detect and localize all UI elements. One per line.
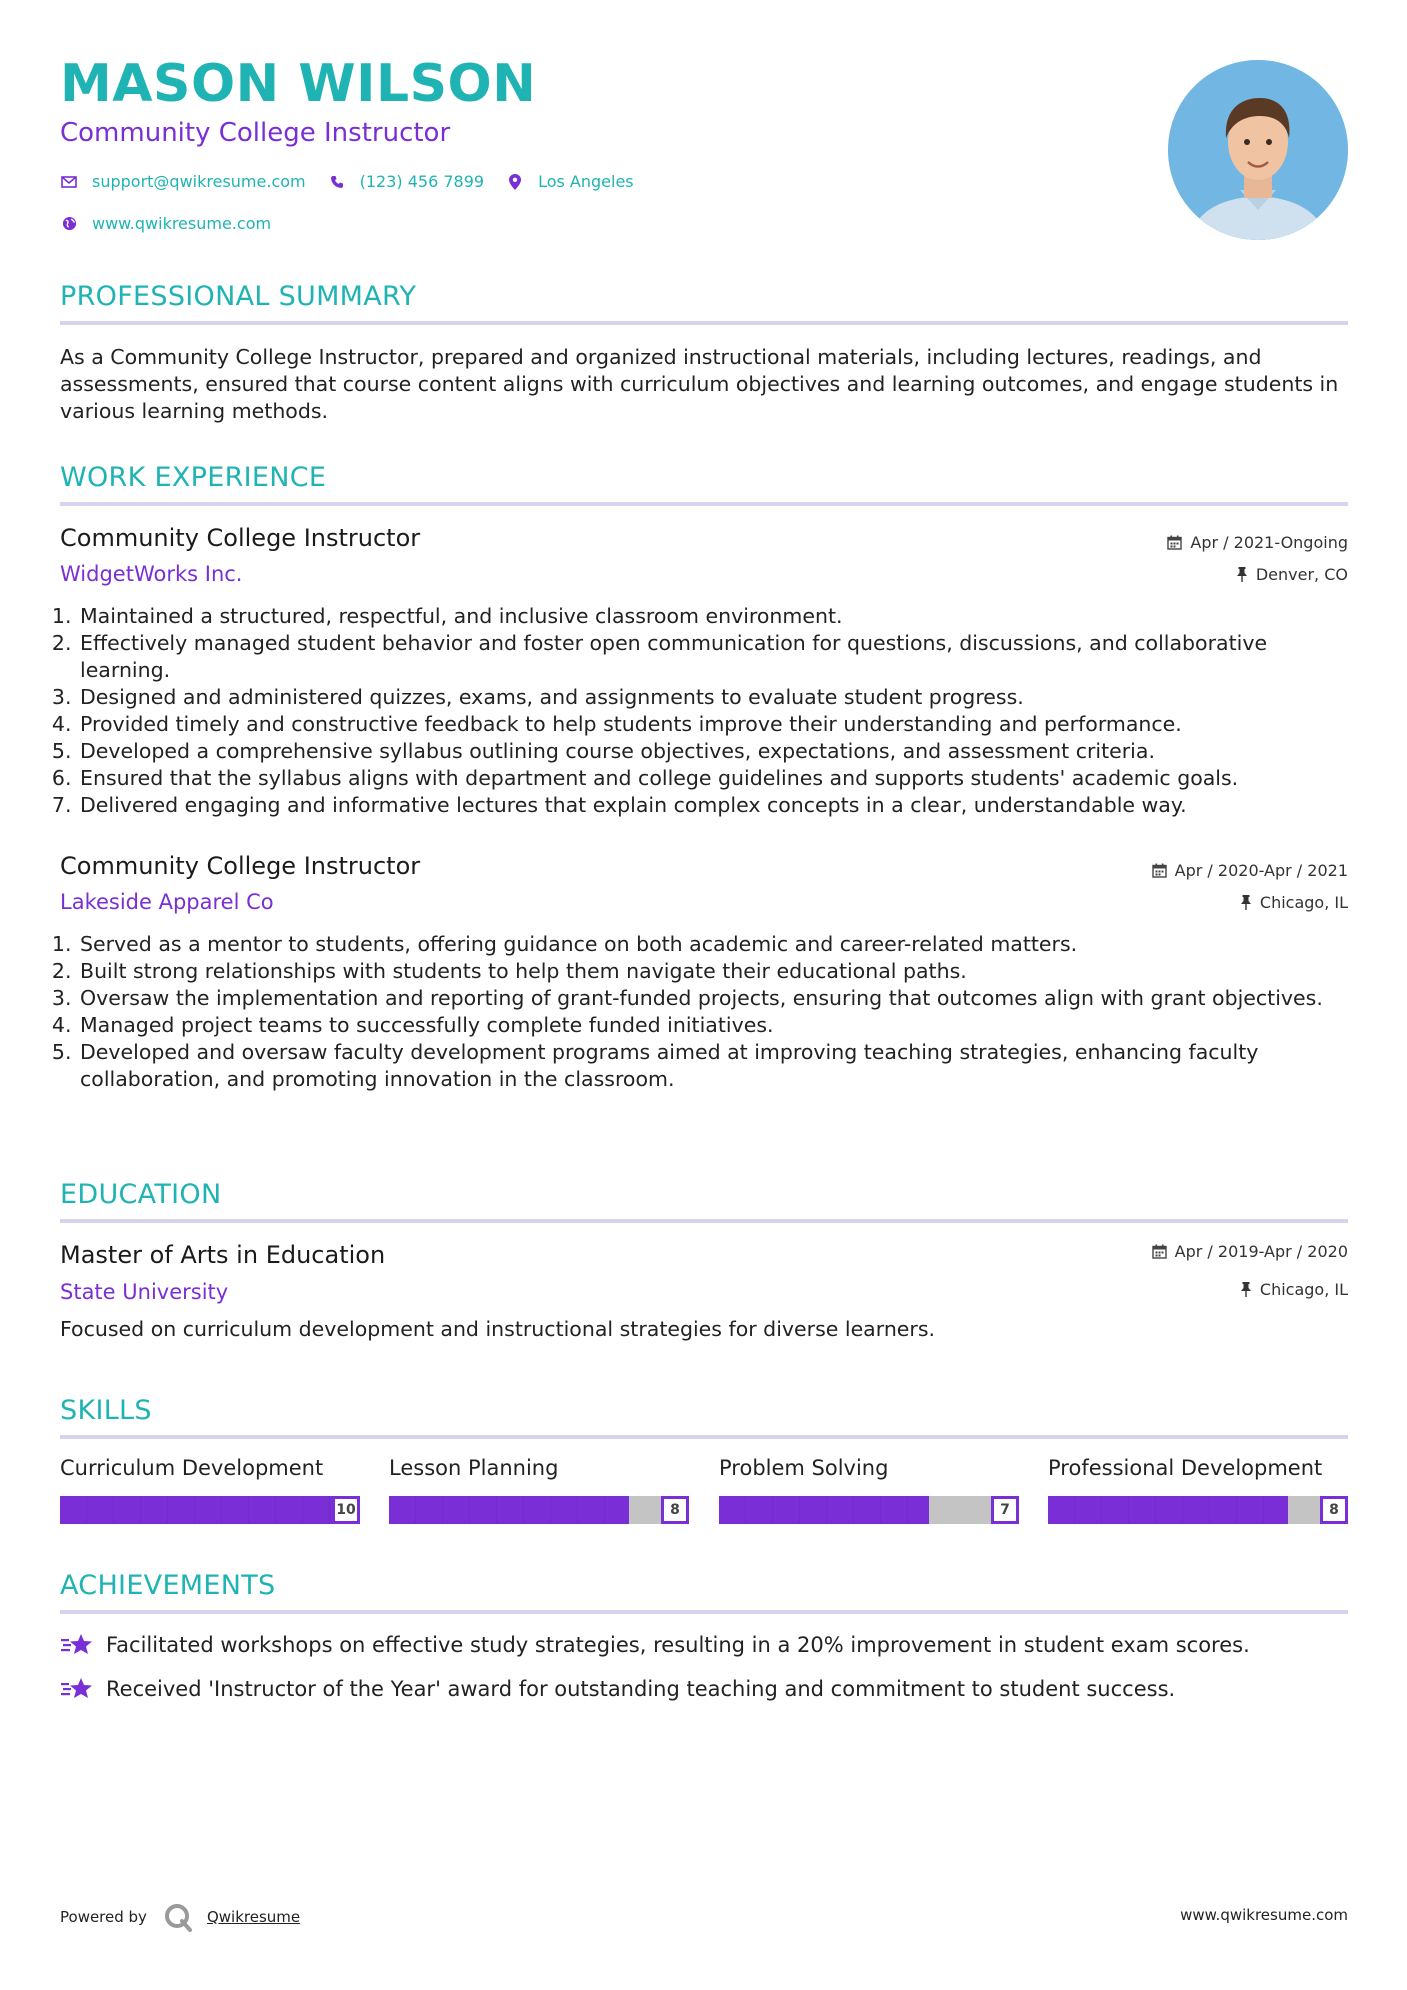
job-company: Lakeside Apparel Co <box>60 890 274 914</box>
list-item: 3. Designed and administered quizzes, exams, and assignments to evaluate student progress. <box>78 684 1348 711</box>
education-dates-text: Apr / 2019-Apr / 2020 <box>1174 1242 1348 1261</box>
phone-icon <box>328 173 346 191</box>
job-title: Community College Instructor <box>60 852 421 880</box>
pushpin-icon <box>1240 895 1252 910</box>
skill-level-badge: 7 <box>991 1496 1019 1524</box>
calendar-icon <box>1152 863 1167 878</box>
skill-item <box>60 1456 360 1524</box>
contact-website[interactable] <box>60 214 271 233</box>
skill-level-badge: 10 <box>332 1496 360 1524</box>
email-text: support@qwikresume.com <box>92 172 306 191</box>
skills-divider <box>60 1435 1348 1439</box>
contact-row <box>60 172 656 191</box>
job-title: Community College Instructor <box>60 524 421 552</box>
location-text: Los Angeles <box>538 172 634 191</box>
achievement-text: Received 'Instructor of the Year' award for outstanding teaching and commitment to student success. <box>106 1677 1176 1701</box>
achievements-divider <box>60 1610 1348 1614</box>
experience-divider <box>60 502 1348 506</box>
achievement-item <box>60 1630 1250 1660</box>
candidate-title: Community College Instructor <box>60 118 451 148</box>
skill-name: Curriculum Development <box>60 1456 324 1480</box>
list-item: 1. Served as a mentor to students, offering guidance on both academic and career-related matters. <box>78 931 1348 958</box>
contact-email[interactable] <box>60 172 306 191</box>
education-description: Focused on curriculum development and instructional strategies for diverse learners. <box>60 1317 936 1341</box>
skill-bar <box>389 1496 689 1524</box>
education-dates <box>1152 1242 1348 1261</box>
experience-heading: WORK EXPERIENCE <box>60 462 327 493</box>
degree-title: Master of Arts in Education <box>60 1241 386 1269</box>
map-pin-icon <box>506 173 524 191</box>
skill-item <box>719 1456 1019 1524</box>
envelope-icon <box>60 173 78 191</box>
skill-bar-fill <box>389 1496 629 1524</box>
achievements-heading: ACHIEVEMENTS <box>60 1570 276 1601</box>
list-item: 2. Effectively managed student behavior and foster open communication for questions, discussions, and collaborative learning. <box>78 630 1348 684</box>
phone-text: (123) 456 7899 <box>359 172 485 191</box>
job-company: WidgetWorks Inc. <box>60 562 243 586</box>
powered-by-text: Powered by <box>60 1908 147 1926</box>
contact-location <box>506 172 634 191</box>
education-heading: EDUCATION <box>60 1179 222 1210</box>
skill-name: Professional Development <box>1048 1456 1323 1480</box>
job-location <box>1236 565 1348 584</box>
job-location-text: Denver, CO <box>1255 565 1348 584</box>
list-item: 3. Oversaw the implementation and reporting of grant-funded projects, ensuring that outcomes align with grant objectives. <box>78 985 1348 1012</box>
brand-link[interactable]: Qwikresume <box>206 1908 301 1926</box>
job-duties-list <box>60 603 1348 819</box>
list-item: 2. Built strong relationships with students to help them navigate their educational paths. <box>78 958 1348 985</box>
list-item: 7. Delivered engaging and informative lectures that explain complex concepts in a clear, understandable way. <box>78 792 1348 819</box>
achievement-item <box>60 1674 1175 1704</box>
education-divider <box>60 1219 1348 1223</box>
skill-item <box>1048 1456 1348 1524</box>
skill-level-badge: 8 <box>661 1496 689 1524</box>
school-name: State University <box>60 1280 229 1304</box>
job-dates-text: Apr / 2020-Apr / 2021 <box>1174 861 1348 880</box>
job-location <box>1240 893 1348 912</box>
calendar-icon <box>1152 1244 1167 1259</box>
shooting-star-icon <box>60 1630 94 1660</box>
list-item: 5. Developed and oversaw faculty development programs aimed at improving teaching strategies, enhancing faculty collaboration, and promoting innovation in the classroom. <box>78 1039 1348 1093</box>
job-dates <box>1167 533 1348 552</box>
summary-heading: PROFESSIONAL SUMMARY <box>60 281 417 312</box>
footer-powered-by <box>60 1902 300 1932</box>
list-item: 4. Provided timely and constructive feedback to help students improve their understanding and performance. <box>78 711 1348 738</box>
footer-website[interactable]: www.qwikresume.com <box>1180 1906 1348 1924</box>
skills-heading: SKILLS <box>60 1395 152 1426</box>
list-item: 5. Developed a comprehensive syllabus outlining course objectives, expectations, and assessment criteria. <box>78 738 1348 765</box>
skill-name: Problem Solving <box>719 1456 889 1480</box>
pushpin-icon <box>1236 567 1248 582</box>
pushpin-icon <box>1240 1282 1252 1297</box>
qwikresume-logo-icon <box>163 1902 193 1932</box>
skill-bar-fill <box>1048 1496 1288 1524</box>
skill-item <box>389 1456 689 1524</box>
job-dates-text: Apr / 2021-Ongoing <box>1190 533 1348 552</box>
candidate-name: MASON WILSON <box>60 54 537 114</box>
list-item: 4. Managed project teams to successfully complete funded initiatives. <box>78 1012 1348 1039</box>
calendar-icon <box>1167 535 1182 550</box>
globe-icon <box>60 215 78 233</box>
skill-bar-fill <box>719 1496 929 1524</box>
education-location <box>1240 1280 1348 1299</box>
skill-bar <box>1048 1496 1348 1524</box>
list-item: 6. Ensured that the syllabus aligns with department and college guidelines and supports students' academic goals. <box>78 765 1348 792</box>
website-text: www.qwikresume.com <box>92 214 272 233</box>
skill-name: Lesson Planning <box>389 1456 559 1480</box>
summary-text: As a Community College Instructor, prepared and organized instructional materials, including lectures, readings, and assessments, ensured that course content aligns with curriculum objectives and learning outcomes, and engage students in various learning methods. <box>60 345 1339 423</box>
skill-level-badge: 8 <box>1320 1496 1348 1524</box>
achievement-text: Facilitated workshops on effective study strategies, resulting in a 20% improvement in student exam scores. <box>106 1633 1250 1657</box>
skill-bar <box>719 1496 1019 1524</box>
skill-bar <box>60 1496 360 1524</box>
skill-bar-fill <box>60 1496 360 1524</box>
website-row <box>60 214 293 233</box>
profile-photo <box>1168 60 1348 240</box>
shooting-star-icon <box>60 1674 94 1704</box>
contact-phone[interactable] <box>328 172 484 191</box>
summary-divider <box>60 321 1348 325</box>
job-dates <box>1152 861 1348 880</box>
list-item: 1. Maintained a structured, respectful, and inclusive classroom environment. <box>78 603 1348 630</box>
education-location-text: Chicago, IL <box>1259 1280 1348 1299</box>
job-duties-list <box>60 931 1348 1093</box>
job-location-text: Chicago, IL <box>1259 893 1348 912</box>
